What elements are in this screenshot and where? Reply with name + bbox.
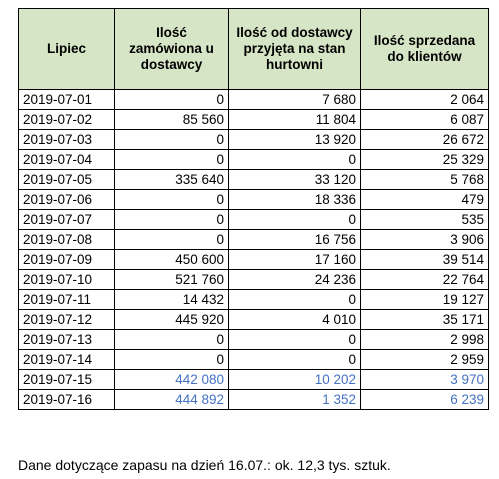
table-row bbox=[19, 90, 489, 110]
cell-sold: 2 959 bbox=[361, 350, 489, 370]
cell-date: 2019-07-11 bbox=[19, 290, 115, 310]
cell-received: 0 bbox=[229, 150, 361, 170]
cell-sold: 22 764 bbox=[361, 270, 489, 290]
cell-sold: 26 672 bbox=[361, 130, 489, 150]
cell-date: 2019-07-07 bbox=[19, 210, 115, 230]
table-row bbox=[19, 150, 489, 170]
cell-sold: 3 970 bbox=[361, 370, 489, 390]
column-header-ordered: Ilość zamówiona u dostawcy bbox=[115, 9, 229, 90]
table-row bbox=[19, 190, 489, 210]
cell-ordered: 450 600 bbox=[115, 250, 229, 270]
cell-ordered: 85 560 bbox=[115, 110, 229, 130]
cell-ordered: 0 bbox=[115, 190, 229, 210]
table-row bbox=[19, 310, 489, 330]
cell-received: 11 804 bbox=[229, 110, 361, 130]
cell-date: 2019-07-05 bbox=[19, 170, 115, 190]
cell-received: 10 202 bbox=[229, 370, 361, 390]
table-row bbox=[19, 250, 489, 270]
table-row-highlighted bbox=[19, 390, 489, 410]
cell-received: 0 bbox=[229, 330, 361, 350]
table-body bbox=[19, 90, 489, 410]
cell-ordered: 521 760 bbox=[115, 270, 229, 290]
table-row bbox=[19, 270, 489, 290]
cell-date: 2019-07-06 bbox=[19, 190, 115, 210]
cell-sold: 25 329 bbox=[361, 150, 489, 170]
cell-received: 4 010 bbox=[229, 310, 361, 330]
table-row bbox=[19, 350, 489, 370]
cell-sold: 6 087 bbox=[361, 110, 489, 130]
cell-received: 24 236 bbox=[229, 270, 361, 290]
cell-ordered: 442 080 bbox=[115, 370, 229, 390]
cell-sold: 35 171 bbox=[361, 310, 489, 330]
table-row-highlighted bbox=[19, 370, 489, 390]
cell-received: 17 160 bbox=[229, 250, 361, 270]
cell-ordered: 444 892 bbox=[115, 390, 229, 410]
cell-sold: 2 064 bbox=[361, 90, 489, 110]
cell-received: 0 bbox=[229, 290, 361, 310]
cell-sold: 5 768 bbox=[361, 170, 489, 190]
stock-footnote: Dane dotyczące zapasu na dzień 16.07.: ok. 12,3 tys. sztuk. bbox=[18, 457, 391, 473]
table-row bbox=[19, 110, 489, 130]
column-header-sold: Ilość sprzedana do klientów bbox=[361, 9, 489, 90]
cell-received: 0 bbox=[229, 350, 361, 370]
table-row bbox=[19, 230, 489, 250]
table-header bbox=[19, 9, 489, 90]
column-header-received: Ilość od dostawcy przyjęta na stan hurtowni bbox=[229, 9, 361, 90]
cell-date: 2019-07-10 bbox=[19, 270, 115, 290]
cell-ordered: 0 bbox=[115, 330, 229, 350]
cell-ordered: 445 920 bbox=[115, 310, 229, 330]
cell-ordered: 0 bbox=[115, 150, 229, 170]
cell-sold: 2 998 bbox=[361, 330, 489, 350]
cell-date: 2019-07-08 bbox=[19, 230, 115, 250]
cell-date: 2019-07-09 bbox=[19, 250, 115, 270]
cell-received: 18 336 bbox=[229, 190, 361, 210]
cell-received: 1 352 bbox=[229, 390, 361, 410]
table-row bbox=[19, 170, 489, 190]
table-row bbox=[19, 330, 489, 350]
cell-sold: 479 bbox=[361, 190, 489, 210]
cell-date: 2019-07-04 bbox=[19, 150, 115, 170]
cell-ordered: 14 432 bbox=[115, 290, 229, 310]
cell-ordered: 0 bbox=[115, 90, 229, 110]
cell-received: 33 120 bbox=[229, 170, 361, 190]
cell-received: 13 920 bbox=[229, 130, 361, 150]
cell-sold: 535 bbox=[361, 210, 489, 230]
cell-ordered: 335 640 bbox=[115, 170, 229, 190]
cell-sold: 39 514 bbox=[361, 250, 489, 270]
cell-ordered: 0 bbox=[115, 210, 229, 230]
cell-date: 2019-07-16 bbox=[19, 390, 115, 410]
header-row bbox=[19, 9, 489, 90]
cell-ordered: 0 bbox=[115, 130, 229, 150]
cell-ordered: 0 bbox=[115, 230, 229, 250]
cell-sold: 6 239 bbox=[361, 390, 489, 410]
cell-ordered: 0 bbox=[115, 350, 229, 370]
table-row bbox=[19, 130, 489, 150]
cell-received: 0 bbox=[229, 210, 361, 230]
cell-date: 2019-07-01 bbox=[19, 90, 115, 110]
cell-date: 2019-07-14 bbox=[19, 350, 115, 370]
table-row bbox=[19, 210, 489, 230]
table-row bbox=[19, 290, 489, 310]
cell-date: 2019-07-03 bbox=[19, 130, 115, 150]
cell-received: 7 680 bbox=[229, 90, 361, 110]
cell-sold: 3 906 bbox=[361, 230, 489, 250]
cell-date: 2019-07-15 bbox=[19, 370, 115, 390]
column-header-month: Lipiec bbox=[19, 9, 115, 90]
cell-received: 16 756 bbox=[229, 230, 361, 250]
inventory-table bbox=[18, 8, 489, 410]
cell-date: 2019-07-02 bbox=[19, 110, 115, 130]
cell-date: 2019-07-12 bbox=[19, 310, 115, 330]
cell-date: 2019-07-13 bbox=[19, 330, 115, 350]
cell-sold: 19 127 bbox=[361, 290, 489, 310]
